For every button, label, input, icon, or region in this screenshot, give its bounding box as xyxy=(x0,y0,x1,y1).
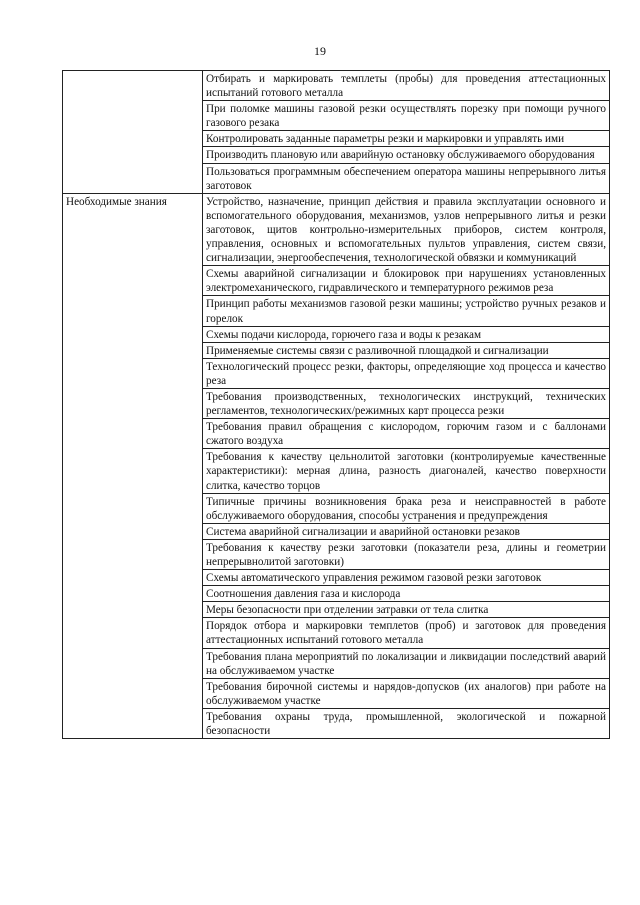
table-row xyxy=(63,193,610,265)
knowledge-item: Принцип работы механизмов газовой резки машины; устройство ручных резаков и горелок xyxy=(203,296,610,326)
knowledge-item: Схемы подачи кислорода, горючего газа и воды к резакам xyxy=(203,326,610,342)
knowledge-item: Устройство, назначение, принцип действия и правила эксплуатации основного и вспомогательного оборудования, механизмов, узлов непрерывного литья и резки заготовок, щитов контрольно-измерительных приборов, систем контроля, управления, основных и вспомогательных пультов управления, систем связи, сигнализации, энергообеспечения, технологической обвязки и коммуникаций xyxy=(203,193,610,265)
knowledge-item: Применяемые системы связи с разливочной площадкой и сигнализации xyxy=(203,342,610,358)
knowledge-item: Требования плана мероприятий по локализации и ликвидации последствий аварий на обслуживаемом участке xyxy=(203,648,610,678)
knowledge-item: Требования охраны труда, промышленной, экологической и пожарной безопасности xyxy=(203,708,610,738)
knowledge-item: Схемы аварийной сигнализации и блокировок при нарушениях установленных электромеханического, гидравлического и температурного режимов реза xyxy=(203,266,610,296)
skills-label-cell xyxy=(63,71,203,194)
knowledge-item: Порядок отбора и маркировки темплетов (проб) и заготовок для проведения аттестационных испытаний готового металла xyxy=(203,618,610,648)
knowledge-item: Соотношения давления газа и кислорода xyxy=(203,586,610,602)
knowledge-item: Меры безопасности при отделении затравки от тела слитка xyxy=(203,602,610,618)
knowledge-item: Требования правил обращения с кислородом, горючим газом и с баллонами сжатого воздуха xyxy=(203,419,610,449)
knowledge-item: Типичные причины возникновения брака реза и неисправностей в работе обслуживаемого оборудования, способы устранения и предупреждения xyxy=(203,493,610,523)
page-number: 19 xyxy=(314,44,326,58)
knowledge-item: Требования к качеству цельнолитой заготовки (контролируемые качественные характеристики): мерная длина, разность диагоналей, качество поверхности слитка, качество торцов xyxy=(203,449,610,493)
knowledge-item: Система аварийной сигнализации и аварийной остановки резаков xyxy=(203,523,610,539)
skill-item: Пользоваться программным обеспечением оператора машины непрерывного литья заготовок xyxy=(203,163,610,193)
knowledge-label: Необходимые знания xyxy=(63,193,203,738)
skill-item: Производить плановую или аварийную остановку обслуживаемого оборудования xyxy=(203,147,610,163)
knowledge-item: Технологический процесс резки, факторы, определяющие ход процесса и качество реза xyxy=(203,358,610,388)
skill-item: При поломке машины газовой резки осуществлять порезку при помощи ручного газового резака xyxy=(203,101,610,131)
table-row xyxy=(63,71,610,101)
knowledge-item: Требования бирочной системы и нарядов-допусков (их аналогов) при работе на обслуживаемом участке xyxy=(203,678,610,708)
knowledge-item: Схемы автоматического управления режимом газовой резки заготовок xyxy=(203,570,610,586)
knowledge-item: Требования производственных, технологических инструкций, технических регламентов, технологических/режимных карт процесса резки xyxy=(203,388,610,418)
requirements-table xyxy=(62,70,610,739)
skill-item: Отбирать и маркировать темплеты (пробы) для проведения аттестационных испытаний готового металла xyxy=(203,71,610,101)
knowledge-item: Требования к качеству резки заготовки (показатели реза, длины и геометрии непрерывнолитой заготовки) xyxy=(203,539,610,569)
skill-item: Контролировать заданные параметры резки и маркировки и управлять ими xyxy=(203,131,610,147)
